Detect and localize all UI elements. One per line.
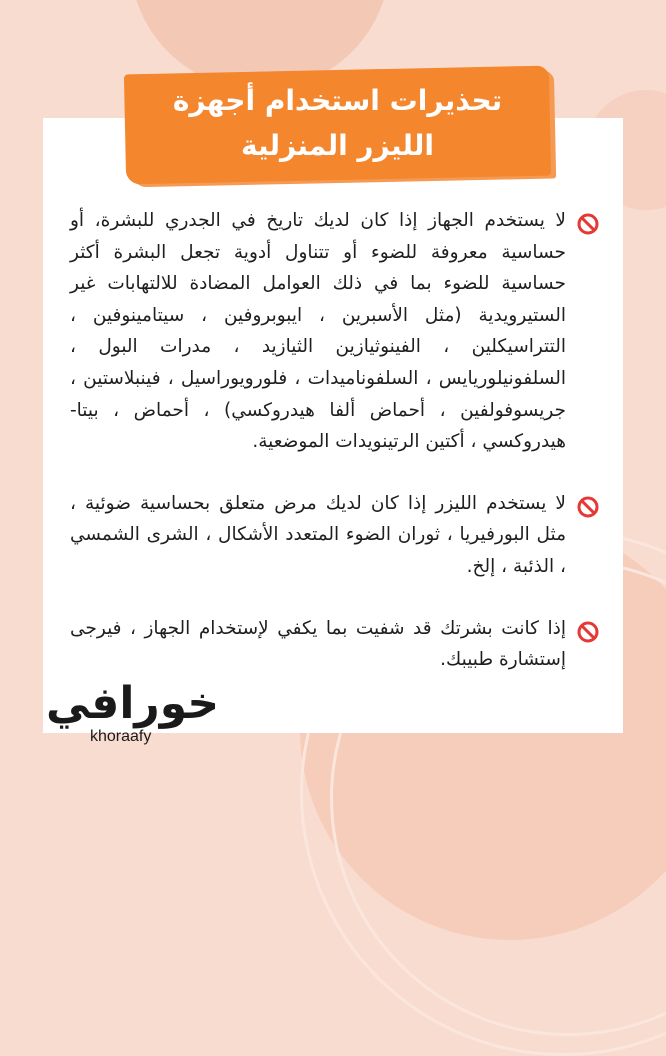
page-title [125,78,550,168]
brand-logo [46,678,220,758]
warning-item [70,205,600,458]
warning-text: لا يستخدم الجهاز إذا كان لديك تاريخ في الجدري للبشرة، أو حساسية معروفة للضوء أو تتناول أدوية تجعل البشرة أكثر حساسية للضوء بما في ذلك العوامل المضادة للالتهابات غير الستيرويدية (مثل الأسبرين ، ايبوبروفين ، سيتامينوفين ، التتراسيكلين ، الفينوثيازين الثيازيد ، مدرات البول ، السلفونيلوريايس ، السلفوناميدات ، فلورويوراسيل ، فينبلاستين ، جريسوفولفين ، أحماض ألفا هيدروكسي) ، أحماض ، بيتا- هيدروكسي ، أكتين الرتينويدات الموضعية. [70,210,566,453]
prohibited-icon [576,620,600,644]
warnings-list [70,205,600,706]
prohibited-icon [576,212,600,236]
title-line-2: الليزر المنزلية [241,129,434,162]
warning-text: لا يستخدم الليزر إذا كان لديك مرض متعلق بحساسية ضوئية ، مثل البورفيريا ، ثوران الضوء المتعدد الأشكال ، الشرى الشمسي ، الذئبة ، إلخ. [70,492,566,577]
title-line-1: تحذيرات استخدام أجهزة [172,84,503,117]
warning-item [70,613,600,676]
logo-latin: khoraafy [90,728,152,745]
prohibited-icon [576,495,600,519]
logo-arabic: خورافي [46,678,220,729]
warning-item [70,488,600,583]
warning-text: إذا كانت بشرتك قد شفيت بما يكفي لإستخدام الجهاز ، فيرجى إستشارة طبيبك. [70,617,566,671]
